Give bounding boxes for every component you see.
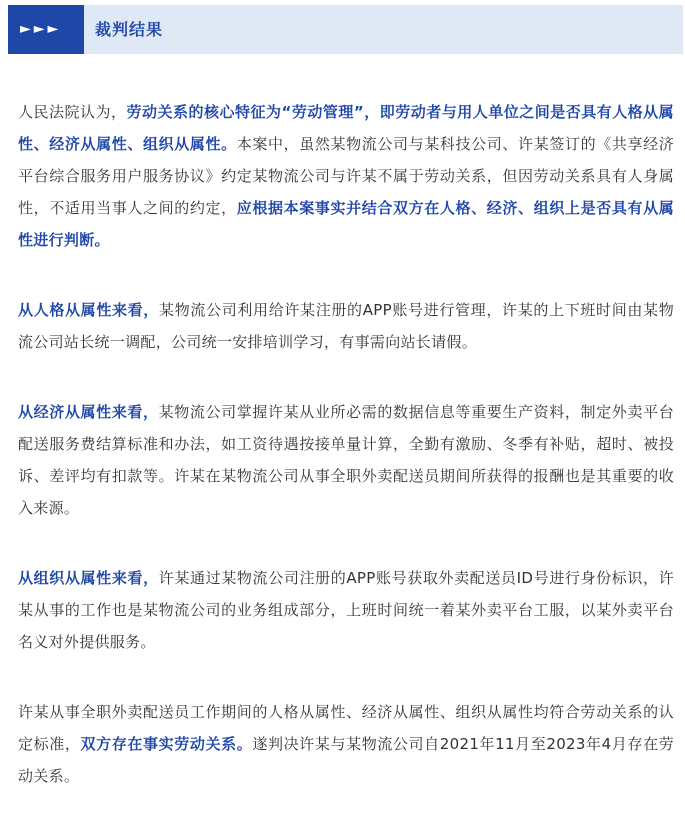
- header-accent-block: [8, 5, 84, 54]
- article-body: [18, 96, 674, 830]
- highlight-segment: 从人格从属性来看，: [18, 301, 160, 319]
- text-segment: 人民法院认为，: [18, 103, 127, 121]
- paragraph-court-opinion: [18, 96, 674, 256]
- highlight-segment: 双方存在事实劳动关系。: [80, 735, 253, 753]
- paragraph-personal-subordination: [18, 294, 674, 358]
- paragraph-economic-subordination: [18, 396, 674, 524]
- text-segment: 许某通过某物流公司注册的APP账号获取外卖配送员ID号进行身份标识，许某从事的工作也是某物流公司的业务组成部分，上班时间统一着某外卖平台工服，以某外卖平台名义对外提供服务。: [18, 569, 674, 651]
- highlight-segment: 从经济从属性来看，: [18, 403, 159, 421]
- text-segment: 某物流公司掌握许某从业所必需的数据信息等重要生产资料，制定外卖平台配送服务费结算标准和办法，如工资待遇按接单量计算，全勤有激励、冬季有补贴，超时、被投诉、差评均有扣款等。许某在某物流公司从事全职外卖配送员期间所获得的报酬也是其重要的收入来源。: [18, 403, 674, 517]
- highlight-segment: 应根据本案事实并结合双方在人格、经济、组织上是否具有从属性进行判断。: [18, 199, 675, 249]
- highlight-segment: 从组织从属性来看，: [18, 569, 159, 587]
- paragraph-judgment: [18, 696, 674, 792]
- text-segment: 某物流公司利用给许某注册的APP账号进行管理，许某的上下班时间由某物流公司站长统一调配，公司统一安排培训学习，有事需向站长请假。: [18, 301, 675, 351]
- triple-arrow-icon: ►►►: [20, 21, 62, 37]
- text-segment: 本案中，虽然某物流公司与某科技公司、许某签订的《共享经济平台综合服务用户服务协议》约定某物流公司与许某不属于劳动关系，但因劳动关系具有人身属性，不适用当事人之间的约定，: [18, 135, 675, 217]
- section-title: 裁判结果: [95, 20, 164, 39]
- text-segment: 遂判决许某与某物流公司自2021年11月至2023年4月存在劳动关系。: [18, 735, 675, 785]
- text-segment: 许某从事全职外卖配送员工作期间的人格从属性、经济从属性、组织从属性均符合劳动关系的认定标准，: [18, 703, 674, 753]
- section-header: [8, 5, 683, 54]
- highlight-segment: 劳动关系的核心特征为“劳动管理”，即劳动者与用人单位之间是否具有人格从属性、经济从属性、组织从属性。: [18, 103, 674, 153]
- paragraph-organizational-subordination: [18, 562, 674, 658]
